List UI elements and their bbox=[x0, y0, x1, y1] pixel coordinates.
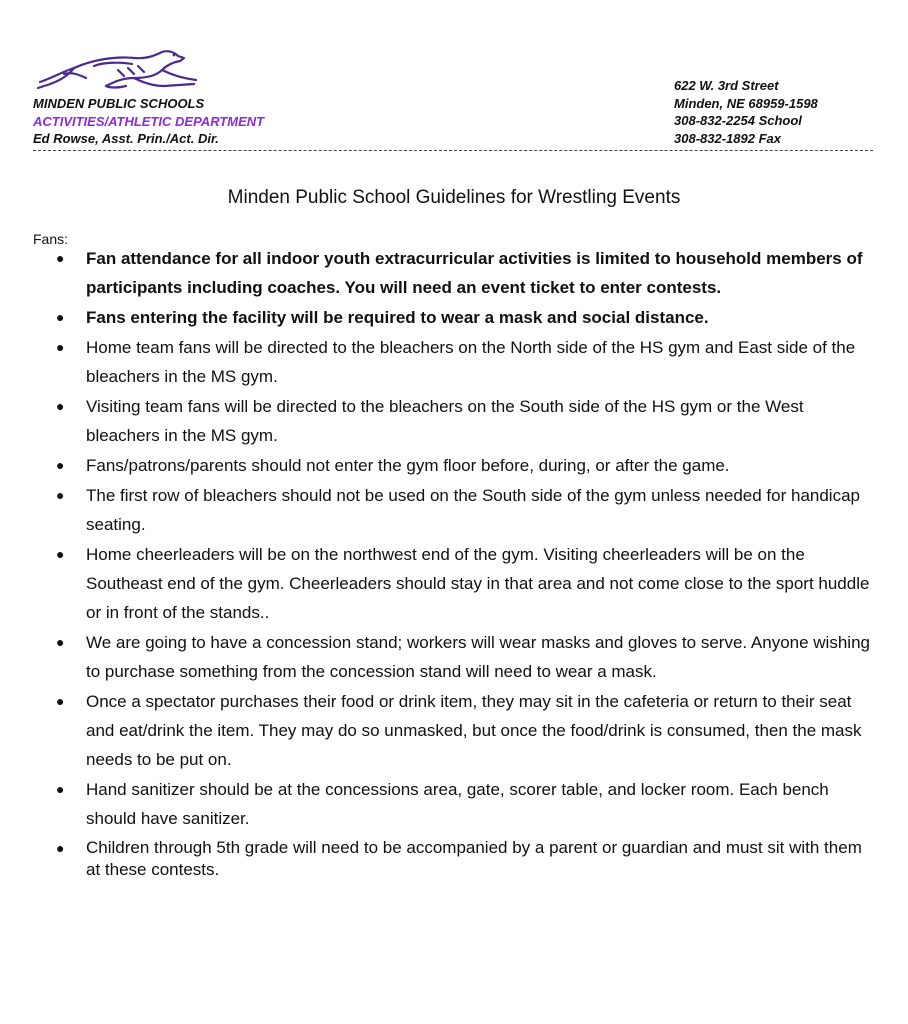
list-item: ● Home team fans will be directed to the bleachers on the North side of the HS gym and East side of the bleachers in the MS gym. bbox=[56, 333, 876, 391]
list-item: ● Fans entering the facility will be required to wear a mask and social distance. bbox=[56, 303, 876, 332]
department-name: ACTIVITIES/ATHLETIC DEPARTMENT bbox=[33, 113, 265, 129]
school-name: MINDEN PUBLIC SCHOOLS bbox=[33, 96, 205, 111]
list-item: ● Fans/patrons/parents should not enter the gym floor before, during, or after the game. bbox=[56, 451, 876, 480]
phone-school: 308-832-2254 School bbox=[674, 113, 802, 128]
address-city: Minden, NE 68959-1598 bbox=[674, 95, 818, 111]
school-header bbox=[33, 95, 264, 148]
list-item: ● Hand sanitizer should be at the concessions area, gate, scorer table, and locker room. Each bench should have sanitizer. bbox=[56, 775, 876, 833]
list-item: ● We are going to have a concession stand; workers will wear masks and gloves to serve. Anyone wishing to purchase something from the concession stand will need to wear a mask. bbox=[56, 628, 876, 686]
header-divider bbox=[33, 150, 873, 151]
director-name: Ed Rowse, Asst. Prin./Act. Dir. bbox=[33, 131, 219, 146]
address-street: 622 W. 3rd Street bbox=[674, 78, 779, 93]
page-title: Minden Public School Guidelines for Wrestling Events bbox=[227, 187, 681, 208]
list-item: ● Visiting team fans will be directed to the bleachers on the South side of the HS gym or the West bleachers in the MS gym. bbox=[56, 392, 876, 450]
list-item: ● Once a spectator purchases their food or drink item, they may sit in the cafeteria or return to their seat and eat/drink the item. They may do so unmasked, but once the food/drink is consumed, then the mask needs to be put on. bbox=[56, 687, 876, 774]
list-item: ● Home cheerleaders will be on the northwest end of the gym. Visiting cheerleaders will be on the Southeast end of the gym. Cheerleaders should stay in that area and not come close to the sport huddle or in front of the stands.. bbox=[56, 540, 876, 627]
list-item: ● Fan attendance for all indoor youth extracurricular activities is limited to household members of participants including coaches. You will need an event ticket to enter contests. bbox=[56, 244, 876, 302]
list-item: ● The first row of bleachers should not be used on the South side of the gym unless needed for handicap seating. bbox=[56, 481, 876, 539]
phone-fax: 308-832-1892 Fax bbox=[674, 130, 781, 146]
list-item: ● Children through 5th grade will need to be accompanied by a parent or guardian and must sit with them at these contests. bbox=[56, 837, 876, 881]
contact-block bbox=[674, 77, 818, 147]
section-label: Fans: bbox=[33, 231, 69, 247]
greyhound-icon bbox=[34, 48, 200, 94]
guidelines-list bbox=[56, 244, 876, 882]
